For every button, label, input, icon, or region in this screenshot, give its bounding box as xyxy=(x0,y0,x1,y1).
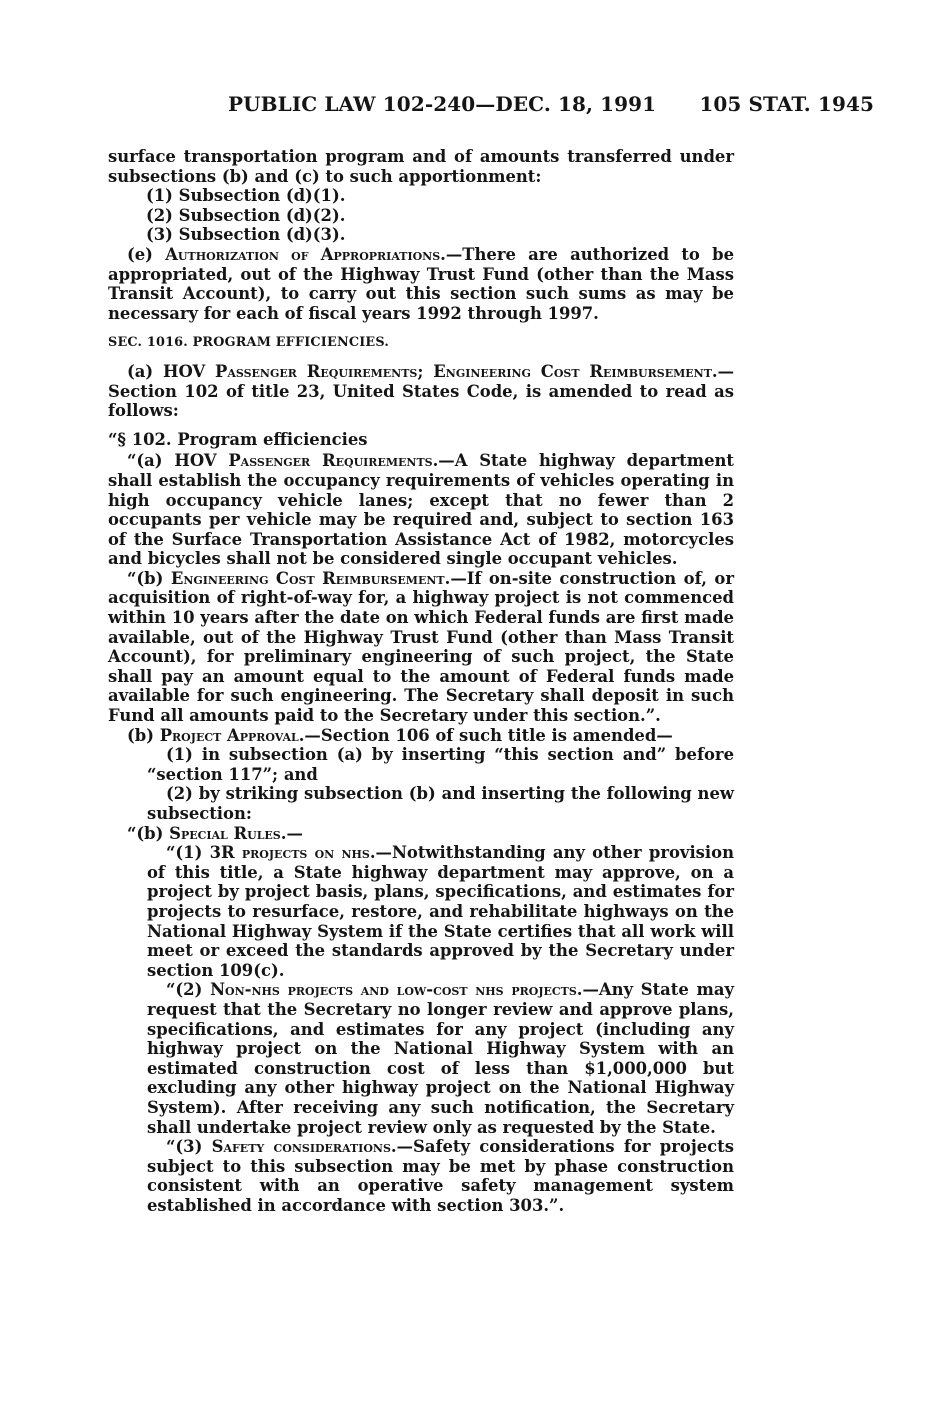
para-caption: Safety considerations. xyxy=(211,1137,397,1157)
document-body xyxy=(108,147,734,1215)
paragraph-e xyxy=(108,245,734,323)
para-caption: Non-nhs projects and low-cost nhs projects. xyxy=(210,980,583,1000)
paragraph-continuation: surface transportation program and of amounts transferred under subsections (b) and (c) to such apportionment: xyxy=(108,147,734,186)
para-caption: Project Approval. xyxy=(159,725,305,745)
para-label: “(a) HOV xyxy=(127,451,229,471)
para-caption: Passenger Requirements; Engineering Cost Reimbursement. xyxy=(215,361,718,381)
para-caption: Engineering Cost Reimbursement. xyxy=(170,568,451,588)
para-caption: Passenger Requirements. xyxy=(228,451,439,471)
running-head xyxy=(108,92,874,122)
para-text: —Section 102 of title 23, United States Code, is amended to read as follows: xyxy=(108,361,734,421)
para-text: —Notwithstanding any other provision of this title, a State highway department may approve, on a project by project basis, plans, specifications, and estimates for projects to resurface, restore, and rehabilitate highways on the National Highway System if the State certifies that all work will meet or exceed the standards approved by the Secretary under section 109(c). xyxy=(147,843,734,980)
para-text: — xyxy=(286,823,303,843)
special-rules-heading xyxy=(108,824,734,844)
para-label: (b) xyxy=(127,725,160,745)
list-item: (1) Subsection (d)(1). xyxy=(146,186,346,206)
para-caption: projects on nhs. xyxy=(241,843,376,863)
paragraph-b xyxy=(108,726,734,746)
para-text: —If on-site construction of, or acquisition of right-of-way for, a highway project is not commenced within 10 years after the date on which Federal funds are first made available, out of the Highway Trust Fund (other than Mass Transit Account), for preliminary engineering of such project, the State shall pay an amount equal to the amount of Federal funds made available for such engineering. The Secretary shall deposit in such Fund all amounts paid to the Secretary under this section.”. xyxy=(108,568,735,726)
para-label: “(b) xyxy=(127,823,170,843)
quoted-paragraph-b xyxy=(108,569,734,726)
para-text: —Any State may request that the Secretary no longer review and approve plans, specifications, and estimates for any project (including any highway project on the National Highway System with an estimated construction cost of less than $1,000,000 but excluding any other highway project on the National Highway System). After receiving any such notification, the Secretary shall undertake project review only as requested by the State. xyxy=(147,980,734,1137)
para-text: —There are authorized to be appropriated, out of the Highway Trust Fund (other than the Mass Transit Account), to carry out this section such sums as may be necessary for each of fiscal years 1992 through 1997. xyxy=(108,244,734,323)
list-item: (2) Subsection (d)(2). xyxy=(146,205,346,225)
stat-page-number: 105 STAT. 1945 xyxy=(699,92,874,116)
para-caption: Authorization of Appropriations. xyxy=(165,244,446,264)
para-label: (a) HOV xyxy=(127,361,216,381)
para-label: “(3) xyxy=(166,1137,212,1157)
subsection-heading: “§ 102. Program efficiencies xyxy=(108,429,368,449)
special-rule-1 xyxy=(147,843,734,980)
list-item: (3) Subsection (d)(3). xyxy=(146,225,346,245)
section-heading: SEC. 1016. PROGRAM EFFICIENCIES. xyxy=(108,335,390,351)
quoted-paragraph-a xyxy=(108,451,734,569)
para-label: “(b) xyxy=(127,568,171,588)
law-title: PUBLIC LAW 102-240—DEC. 18, 1991 xyxy=(228,92,657,116)
special-rule-2 xyxy=(147,980,734,1137)
paragraph-a xyxy=(108,362,734,421)
para-text: —Section 106 of such title is amended— xyxy=(304,725,673,745)
para-label: (e) xyxy=(127,244,166,264)
para-text: —Safety considerations for projects subject to this subsection may be met by phase construction consistent with an operative safety management system established in accordance with section 303.”. xyxy=(147,1137,734,1215)
special-rule-3 xyxy=(147,1137,734,1215)
para-label: “(1) 3R xyxy=(166,843,242,863)
amendment-item-2: (2) by striking subsection (b) and inserting the following new subsection: xyxy=(147,784,734,823)
amendment-item-1: (1) in subsection (a) by inserting “this section and” before “section 117”; and xyxy=(147,745,734,784)
para-text: —A State highway department shall establish the occupancy requirements of vehicles operating in high occupancy vehicle lanes; except that no fewer than 2 occupants per vehicle may be required and, subject to section 163 of the Surface Transportation Assistance Act of 1982, motorcycles and bicycles shall not be considered single occupant vehicles. xyxy=(108,451,735,569)
para-label: “(2) xyxy=(166,980,211,1000)
para-caption: Special Rules. xyxy=(169,823,287,843)
